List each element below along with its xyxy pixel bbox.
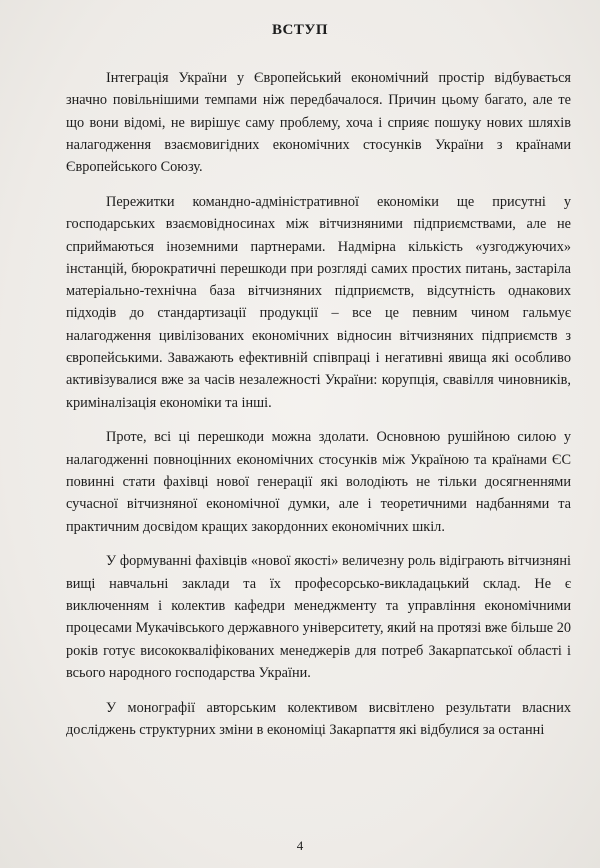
page-number: 4 <box>296 838 304 853</box>
paragraph-1: Інтеграція України у Європейський економічний простір відбувається значно повільнішими темпами ніж передбачалося. Причин цьому багато, але те що вони відомі, не вирішує саму проблему, хоча і сприяє пошуку нових шляхів налагодження взаємовигідних економічних стосунків України з країнами Європейського Союзу. <box>66 70 571 176</box>
page-title: ВСТУП <box>271 22 329 38</box>
paragraph-2: Пережитки командно-адміністративної економіки ще присутні у господарських взаємовідносинах між вітчизняними підприємствами, але не сприймаються іноземними партнерами. Надмірна кількість «узгоджуючих» інстанцій, бюрократичні перешкоди при розгляді самих простих питань, застаріла матеріально-технічна база вітчизняних підприємств, відсутність однакових підходів до стандартизації продукції – все це певним чином гальмує налагодження цивілізованих економічних відносин вітчизняних підприємств з європейськими. Заважають ефективній співпраці і негативні явища які особливо активізувалися вже за часів незалежності України: корупція, свавілля чиновників, криміналізація економіки та інші. <box>66 193 571 411</box>
body-text <box>66 67 571 754</box>
paragraph-5: У монографії авторським колективом висвітлено результати власних досліджень структурних зміни в економіці Закарпаття які відбулися за останні <box>66 699 571 739</box>
paragraph-3: Проте, всі ці перешкоди можна здолати. Основною рушійною силою у налагодженні повноцінних економічних стосунків між Україною та країнами ЄС повинні стати фахівці нової генерації які володіють не тільки досягненнями сучасної вітчизняної економічної думки, але і теоретичними надбаннями та практичним досвідом кращих закордонних економічних шкіл. <box>66 429 571 535</box>
paragraph-4: У формуванні фахівців «нової якості» величезну роль відіграють вітчизняні вищі навчальні заклади та їх професорсько-викладацький склад. Не є виключенням і колектив кафедри менеджменту та управління економічними процесами Мукачівського державного університету, який на протязі вже більше 20 років готує висококваліфікованих менеджерів для потреб Закарпатської області і всього народного господарства України. <box>66 553 571 681</box>
